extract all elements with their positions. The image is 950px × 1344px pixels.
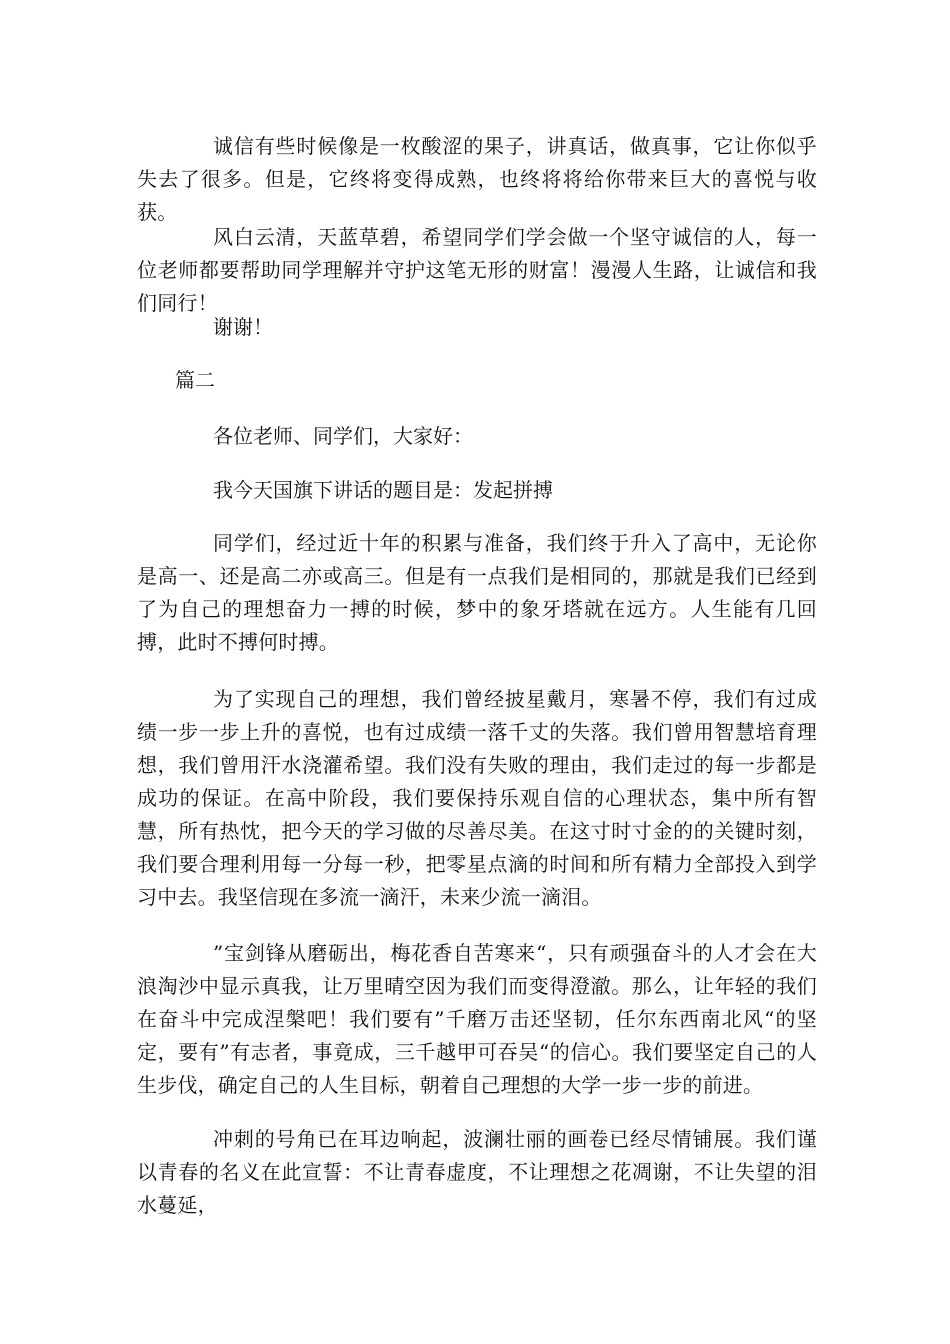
- paragraph-oath: 冲刺的号角已在耳边响起，波澜壮丽的画卷已经尽情铺展。我们谨以青春的名义在此宣誓：不让青春虚度，不让理想之花凋谢，不让失望的泪水蔓延，: [137, 1127, 817, 1217]
- paragraph-ideals: 为了实现自己的理想，我们曾经披星戴月，寒暑不停，我们有过成绩一步一步上升的喜悦，也有过成绩一落千丈的失落。我们曾用智慧培育理想，我们曾用汗水浇灌希望。我们没有失败的理由，我们走过的每一步都是成功的保证。在高中阶段，我们要保持乐观自信的心理状态，集中所有智慧，所有热忱，把今天的学习做的尽善尽美。在这寸时寸金的的关键时刻，我们要合理利用每一分每一秒，把零星点滴的时间和所有精力全部投入到学习中去。我坚信现在多流一滴汗，未来少流一滴泪。: [137, 687, 817, 909]
- paragraph-high-school: 同学们，经过近十年的积累与准备，我们终于升入了高中，无论你是高一、还是高二亦或高三。但是有一点我们是相同的，那就是我们已经到了为自己的理想奋力一搏的时候，梦中的象牙塔就在远方。人生能有几回搏，此时不搏何时搏。: [137, 531, 817, 654]
- speech-topic: 我今天国旗下讲话的题目是：发起拼搏: [213, 478, 553, 502]
- paragraph-honesty-fruit: 诚信有些时候像是一枚酸涩的果子，讲真话，做真事，它让你似乎失去了很多。但是，它终将变得成熟，也终将将给你带来巨大的喜悦与收获。: [137, 134, 817, 224]
- paragraph-honesty-wish: 风白云清，天蓝草碧，希望同学们学会做一个坚守诚信的人，每一位老师都要帮助同学理解并守护这笔无形的财富！漫漫人生路，让诚信和我们同行！: [137, 225, 817, 315]
- greeting-line: 各位老师、同学们，大家好：: [213, 424, 473, 448]
- paragraph-sword-plum: ”宝剑锋从磨砺出，梅花香自苦寒来“，只有顽强奋斗的人才会在大浪淘沙中显示真我，让万里晴空因为我们而变得澄澈。那么，让年轻的我们在奋斗中完成涅槃吧！我们要有”千磨万击还坚韧，任尔东西南北风“的坚定，要有”有志者，事竟成，三千越甲可吞吴“的信心。我们要坚定自己的人生步伐，确定自己的人生目标，朝着自己理想的大学一步一步的前进。: [137, 941, 817, 1097]
- thanks-line: 谢谢！: [213, 315, 273, 339]
- section-heading: 篇二: [175, 368, 215, 392]
